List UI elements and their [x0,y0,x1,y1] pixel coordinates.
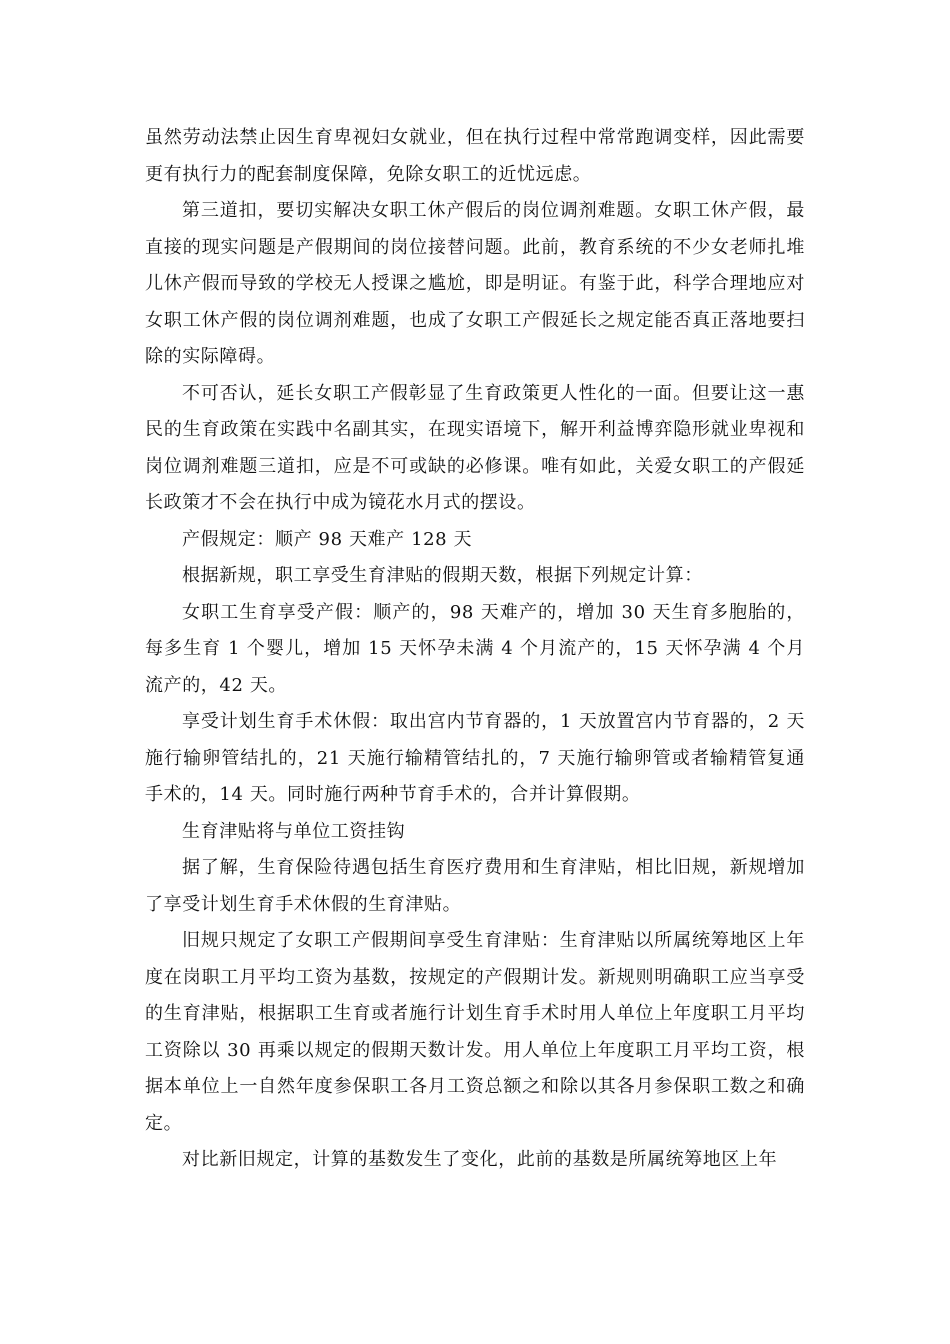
paragraph-5: 根据新规，职工享受生育津贴的假期天数，根据下列规定计算： [182,565,703,586]
paragraph-11: 对比新旧规定，计算的基数发生了变化，此前的基数是所属统筹地区上年 [182,1149,778,1170]
paragraph-2: 第三道扣，要切实解决女职工休产假后的岗位调剂难题。女职工休产假，最直接的现实问题是产假期间的岗位接替问题。此前，教育系统的不少女老师扎堆儿休产假而导致的学校无人授课之尴尬，即是明证。有鉴于此，科学合理地应对女职工休产假的岗位调剂难题，也成了女职工产假延长之规定能否真正落地要扫除的实际障碍。 [145,200,805,367]
paragraph-1: 虽然劳动法禁止因生育卑视妇女就业，但在执行过程中常常跑调变样，因此需要更有执行力的配套制度保障，免除女职工的近忧远虑。 [145,127,805,185]
paragraph-3: 不可否认，延长女职工产假彰显了生育政策更人性化的一面。但要让这一惠民的生育政策在实践中名副其实，在现实语境下，解开利益博弈隐形就业卑视和岗位调剂难题三道扣，应是不可或缺的必修课。唯有如此，关爱女职工的产假延长政策才不会在执行中成为镜花水月式的摆设。 [145,382,805,513]
paragraph-6: 女职工生育享受产假：顺产的，98 天难产的，增加 30 天生育多胞胎的，每多生育 1 个婴儿，增加 15 天怀孕未满 4 个月流产的，15 天怀孕满 4 个月流产的，42 天。 [145,601,805,696]
paragraph-4: 产假规定：顺产 98 天难产 128 天 [182,528,473,550]
document-body [145,120,805,1179]
paragraph-9: 据了解，生育保险待遇包括生育医疗费用和生育津贴，相比旧规，新规增加了享受计划生育手术休假的生育津贴。 [145,857,805,915]
section-heading: 生育津贴将与单位工资挂钩 [182,820,406,842]
paragraph-7: 享受计划生育手术休假：取出宫内节育器的，1 天放置宫内节育器的，2 天施行输卵管结扎的，21 天施行输精管结扎的，7 天施行输卵管或者输精管复通手术的，14 天。同时施行两种节育手术的，合并计算假期。 [145,711,805,805]
paragraph-10: 旧规只规定了女职工产假期间享受生育津贴：生育津贴以所属统筹地区上年度在岗职工月平均工资为基数，按规定的产假期计发。新规则明确职工应当享受的生育津贴，根据职工生育或者施行计划生育手术时用人单位上年度职工月平均工资除以 30 再乘以规定的假期天数计发。用人单位上年度职工月平均工资，根据本单位上一自然年度参保职工各月工资总额之和除以其各月参保职工数之和确定。 [145,930,805,1134]
